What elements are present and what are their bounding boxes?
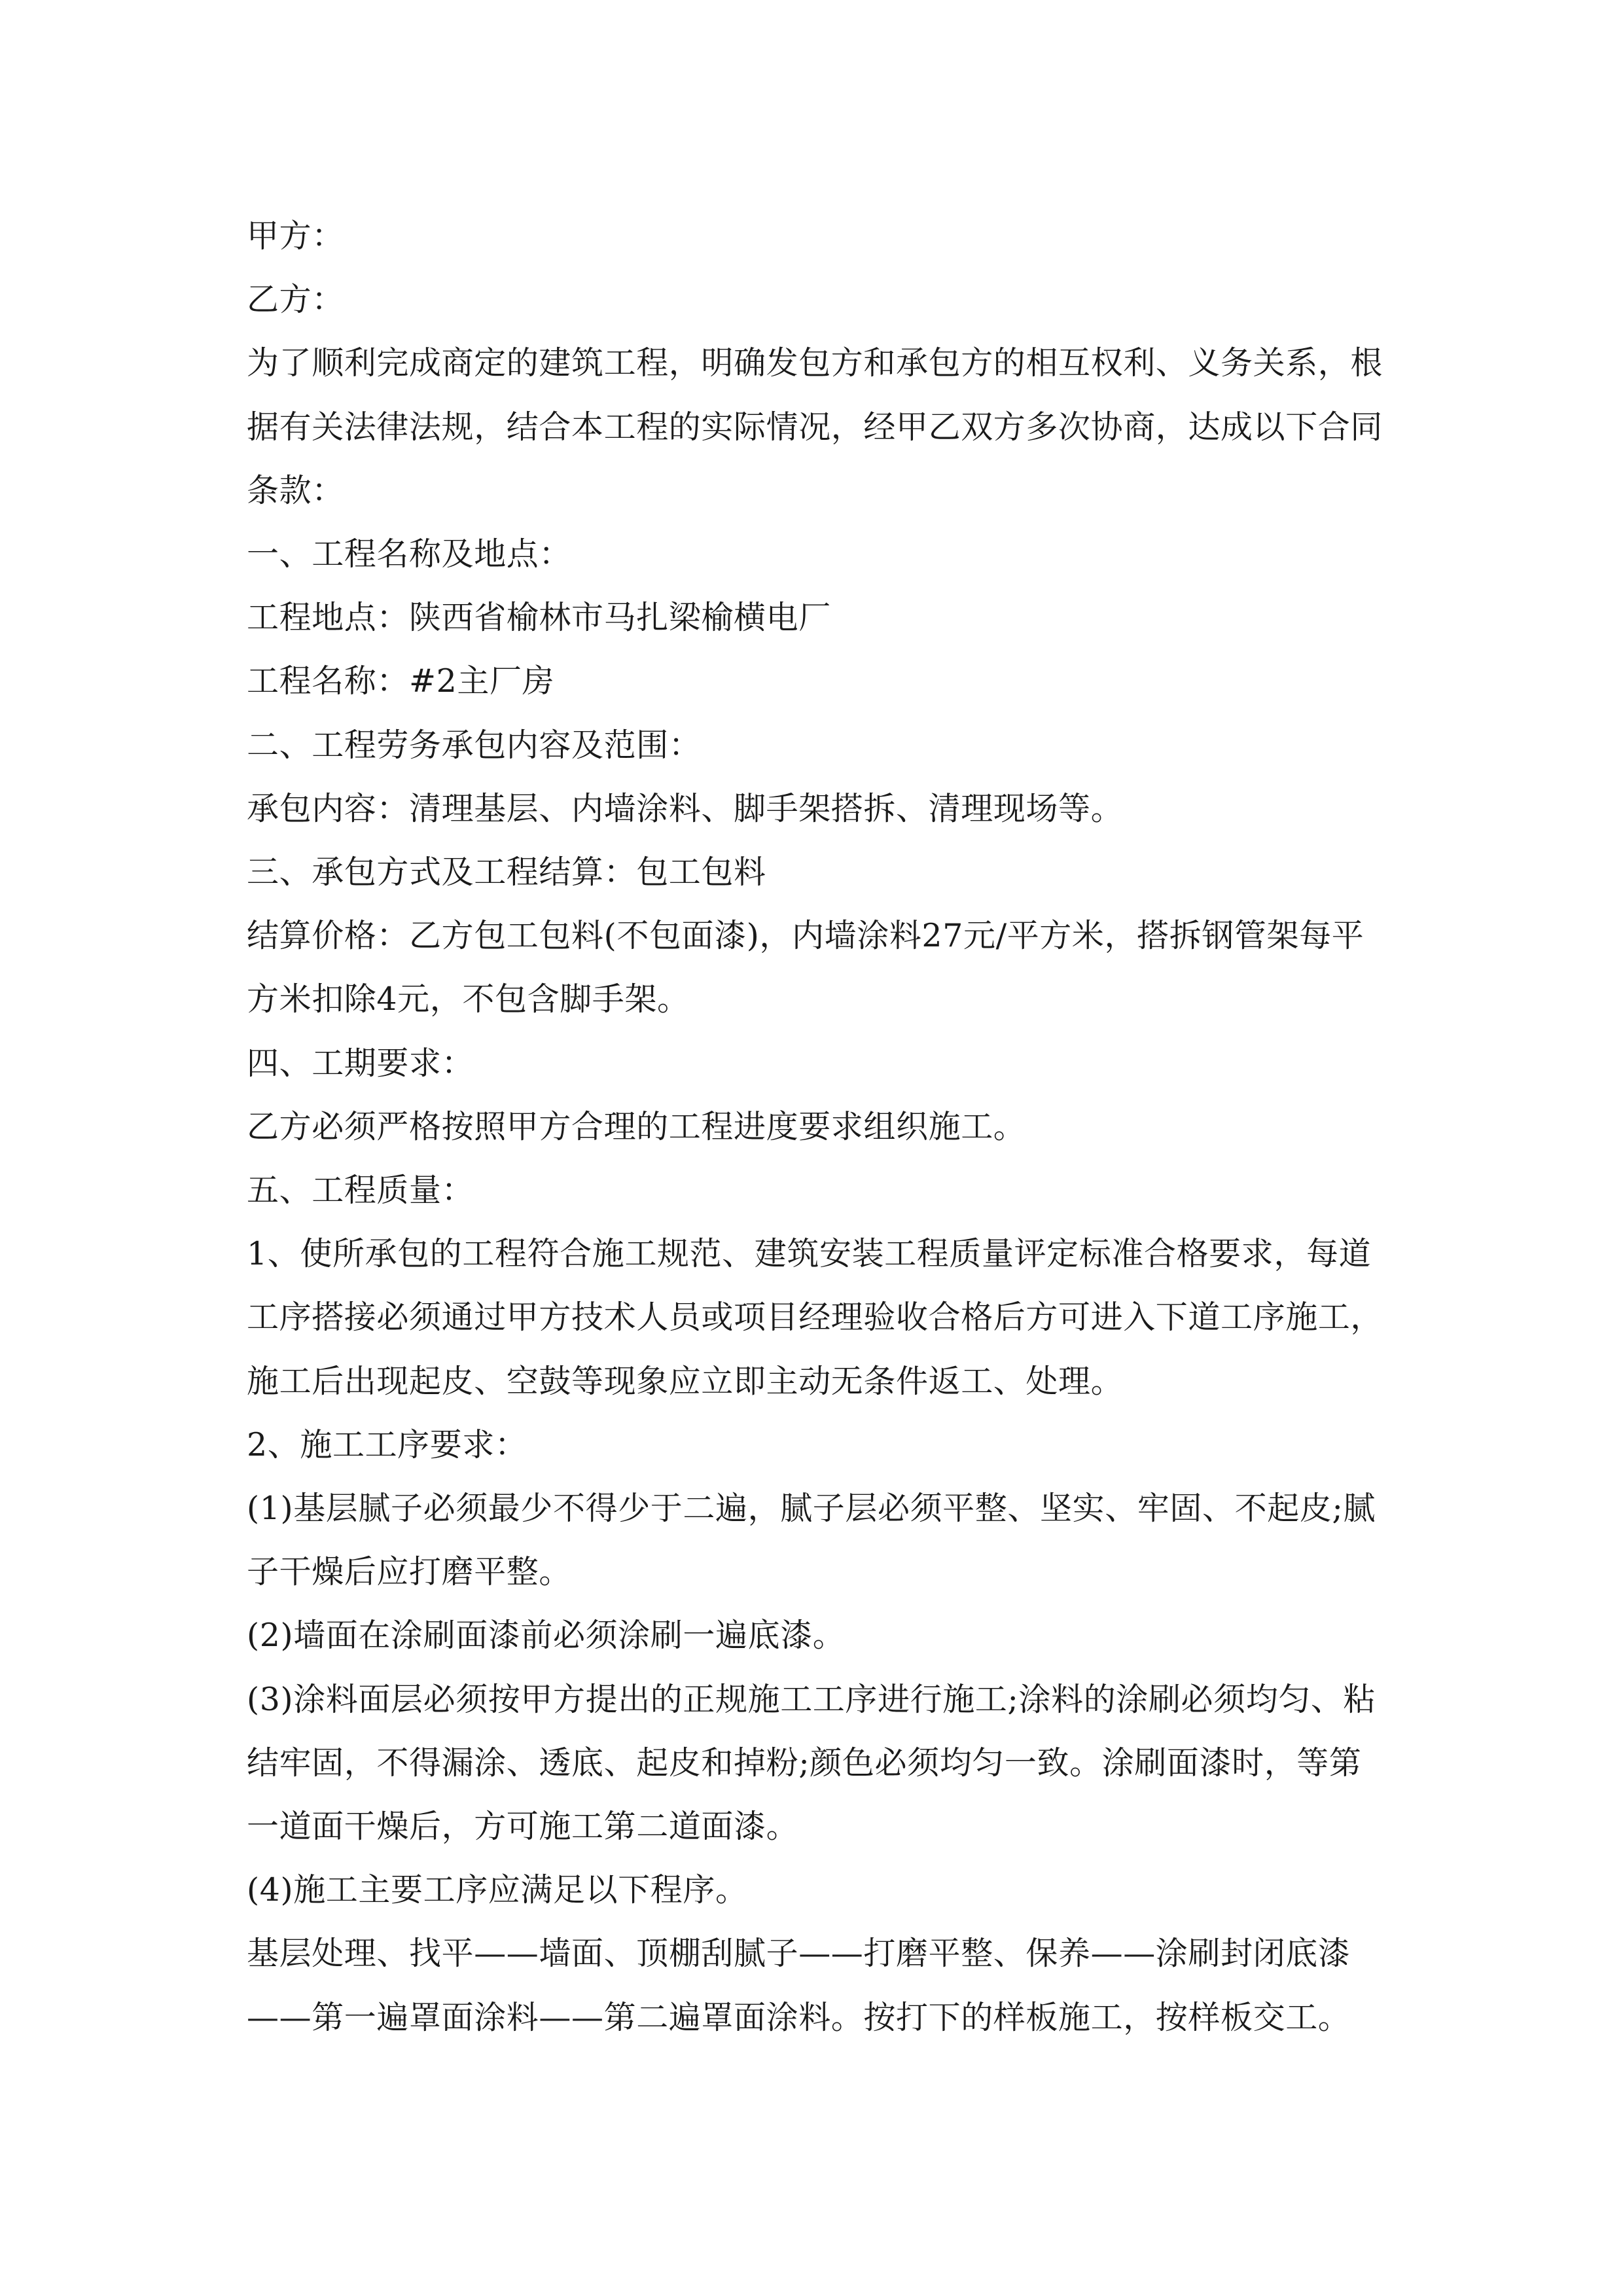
- procedure-item-2-line: (2)墙面在涂刷面漆前必须涂刷一遍底漆。: [247, 1617, 846, 1655]
- party-a-line: 甲方：: [247, 217, 344, 255]
- project-name-line: 工程名称：#2主厂房: [247, 662, 555, 700]
- quality-item-1-paragraph: 1、使所承包的工程符合施工规范、建筑安装工程质量评定标准合格要求，每道工序搭接必须通过甲方技术人员或项目经理验收合格后方可进入下道工序施工，施工后出现起皮、空鼓等现象应立即主动无条件返工、处理。: [247, 1235, 1383, 1400]
- procedure-sequence-paragraph: 基层处理、找平——墙面、顶棚刮腻子——打磨平整、保养——涂刷封闭底漆——第一遍罩面涂料——第二遍罩面涂料。按打下的样板施工，按样板交工。: [247, 1935, 1351, 2036]
- settlement-price-paragraph: 结算价格：乙方包工包料(不包面漆)，内墙涂料27元/平方米，搭拆钢管架每平方米扣除4元，不包含脚手架。: [247, 917, 1364, 1018]
- section-4-heading: 四、工期要求：: [247, 1044, 474, 1082]
- section-2-heading: 二、工程劳务承包内容及范围：: [247, 726, 702, 764]
- procedure-item-1-paragraph: (1)基层腻子必须最少不得少于二遍，腻子层必须平整、坚实、牢固、不起皮;腻子干燥后应打磨平整。: [247, 1490, 1376, 1591]
- section-1-heading: 一、工程名称及地点：: [247, 535, 572, 573]
- preamble-paragraph: 为了顺利完成商定的建筑工程，明确发包方和承包方的相互权利、义务关系，根据有关法律法规，结合本工程的实际情况，经甲乙双方多次协商，达成以下合同条款：: [247, 344, 1383, 509]
- procedure-item-4-line: (4)施工主要工序应满足以下程序。: [247, 1871, 748, 1909]
- section-3-heading: 三、承包方式及工程结算：包工包料: [247, 853, 766, 891]
- project-location-line: 工程地点：陕西省榆林市马扎梁榆横电厂: [247, 599, 831, 637]
- procedure-item-3-paragraph: (3)涂料面层必须按甲方提出的正规施工工序进行施工;涂料的涂刷必须均匀、粘结牢固，不得漏涂、透底、起皮和掉粉;颜色必须均匀一致。涂刷面漆时，等第一道面干燥后，方可施工第二道面漆。: [247, 1680, 1376, 1846]
- contract-scope-line: 承包内容：清理基层、内墙涂料、脚手架搭拆、清理现场等。: [247, 789, 1124, 827]
- quality-item-2-heading: 2、施工工序要求：: [247, 1426, 527, 1463]
- schedule-requirement-line: 乙方必须严格按照甲方合理的工程进度要求组织施工。: [247, 1107, 1026, 1145]
- section-5-heading: 五、工程质量：: [247, 1172, 474, 1210]
- contract-body: [247, 204, 1389, 2049]
- party-b-line: 乙方：: [247, 281, 344, 319]
